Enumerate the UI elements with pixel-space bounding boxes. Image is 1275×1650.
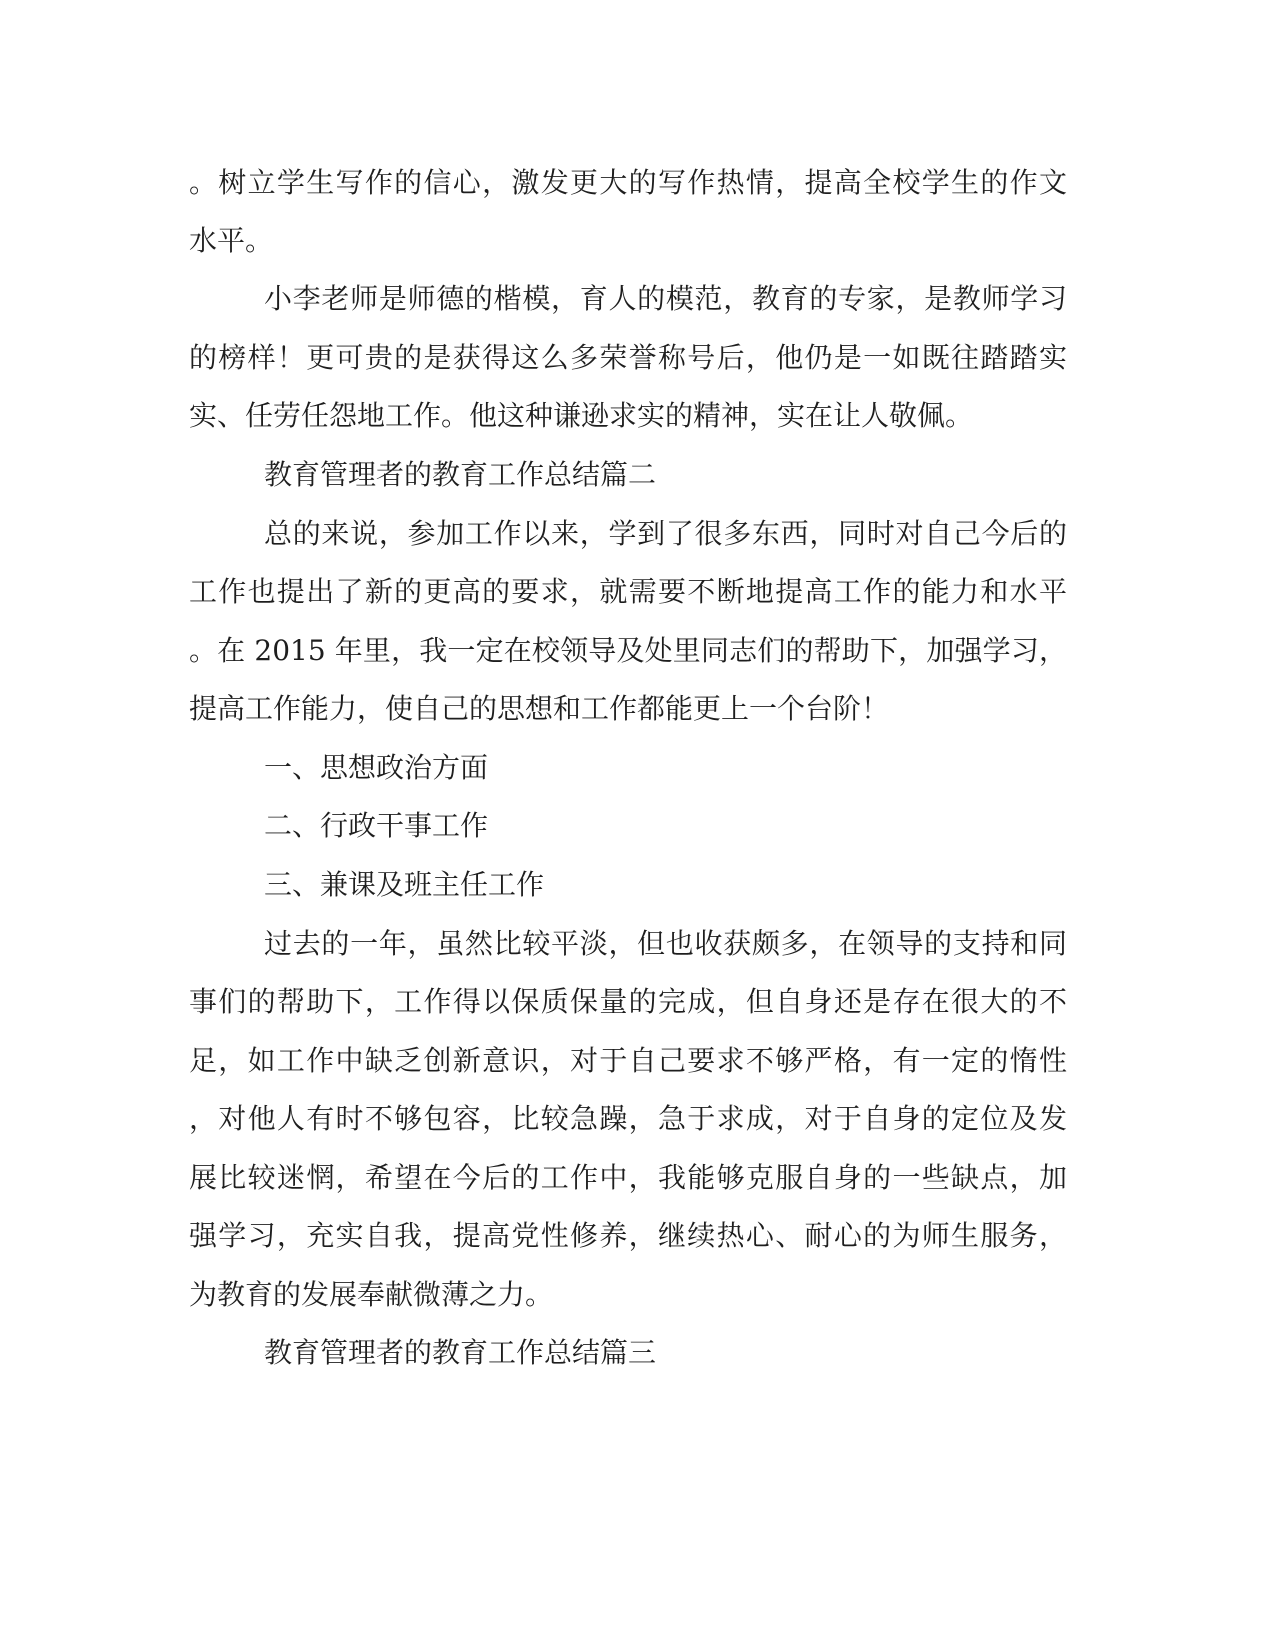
text-line	[189, 631, 1067, 671]
text-line	[189, 982, 1067, 1022]
line-text: 工作也提出了新的更高的要求，就需要不断地提高工作的能力和水平	[189, 575, 1067, 608]
line-text: 小李老师是师德的楷模，育人的模范，教育的专家，是教师学习	[264, 282, 1067, 315]
list-item	[264, 748, 488, 788]
line-text: 过去的一年，虽然比较平淡，但也收获颇多，在领导的支持和同	[264, 927, 1067, 960]
text-line	[264, 924, 1067, 964]
line-text: 实、任劳任怨地工作。他这种谦逊求实的精神，实在让人敬佩。	[189, 399, 974, 432]
heading-text: 教育管理者的教育工作总结篇三	[264, 1336, 657, 1369]
text-line	[189, 163, 1067, 203]
line-text: 。树立学生写作的信心，激发更大的写作热情，提高全校学生的作文	[189, 166, 1067, 199]
section-heading	[264, 455, 656, 495]
text-line	[189, 572, 1067, 612]
heading-text: 教育管理者的教育工作总结篇二	[264, 458, 657, 491]
list-item-text: 三、兼课及班主任工作	[264, 868, 545, 901]
line-text: 足，如工作中缺乏创新意识，对于自己要求不够严格，有一定的惰性	[189, 1044, 1067, 1077]
line-text: 总的来说，参加工作以来，学到了很多东西，同时对自己今后的	[264, 517, 1067, 550]
text-line	[189, 221, 273, 261]
line-text: 。在 2015 年里，我一定在校领导及处里同志们的帮助下，加强学习，	[189, 634, 1067, 667]
line-text: 强学习，充实自我，提高党性修养，继续热心、耐心的为师生服务，	[189, 1219, 1067, 1252]
text-line	[189, 1158, 1067, 1198]
list-item-text: 二、行政干事工作	[264, 809, 489, 842]
list-item	[264, 806, 488, 846]
text-line	[264, 514, 1067, 554]
list-item	[264, 865, 544, 905]
line-text: 展比较迷惘，希望在今后的工作中，我能够克服自身的一些缺点，加	[189, 1161, 1067, 1194]
line-text: 水平。	[189, 224, 274, 257]
line-text: ，对他人有时不够包容，比较急躁，急于求成，对于自身的定位及发	[189, 1102, 1067, 1135]
text-line	[189, 1275, 553, 1315]
text-line	[189, 1041, 1067, 1081]
line-text: 的榜样！更可贵的是获得这么多荣誉称号后，他仍是一如既往踏踏实	[189, 341, 1067, 374]
list-item-text: 一、思想政治方面	[264, 751, 489, 784]
text-line	[264, 279, 1067, 319]
text-line	[189, 1216, 1067, 1256]
text-line	[189, 338, 1067, 378]
text-line	[189, 1099, 1067, 1139]
text-line	[189, 689, 889, 729]
line-text: 提高工作能力，使自己的思想和工作都能更上一个台阶！	[189, 692, 890, 725]
text-line	[189, 396, 973, 436]
line-text: 为教育的发展奉献微薄之力。	[189, 1278, 554, 1311]
line-text: 事们的帮助下，工作得以保质保量的完成，但自身还是存在很大的不	[189, 985, 1067, 1018]
section-heading	[264, 1333, 656, 1373]
